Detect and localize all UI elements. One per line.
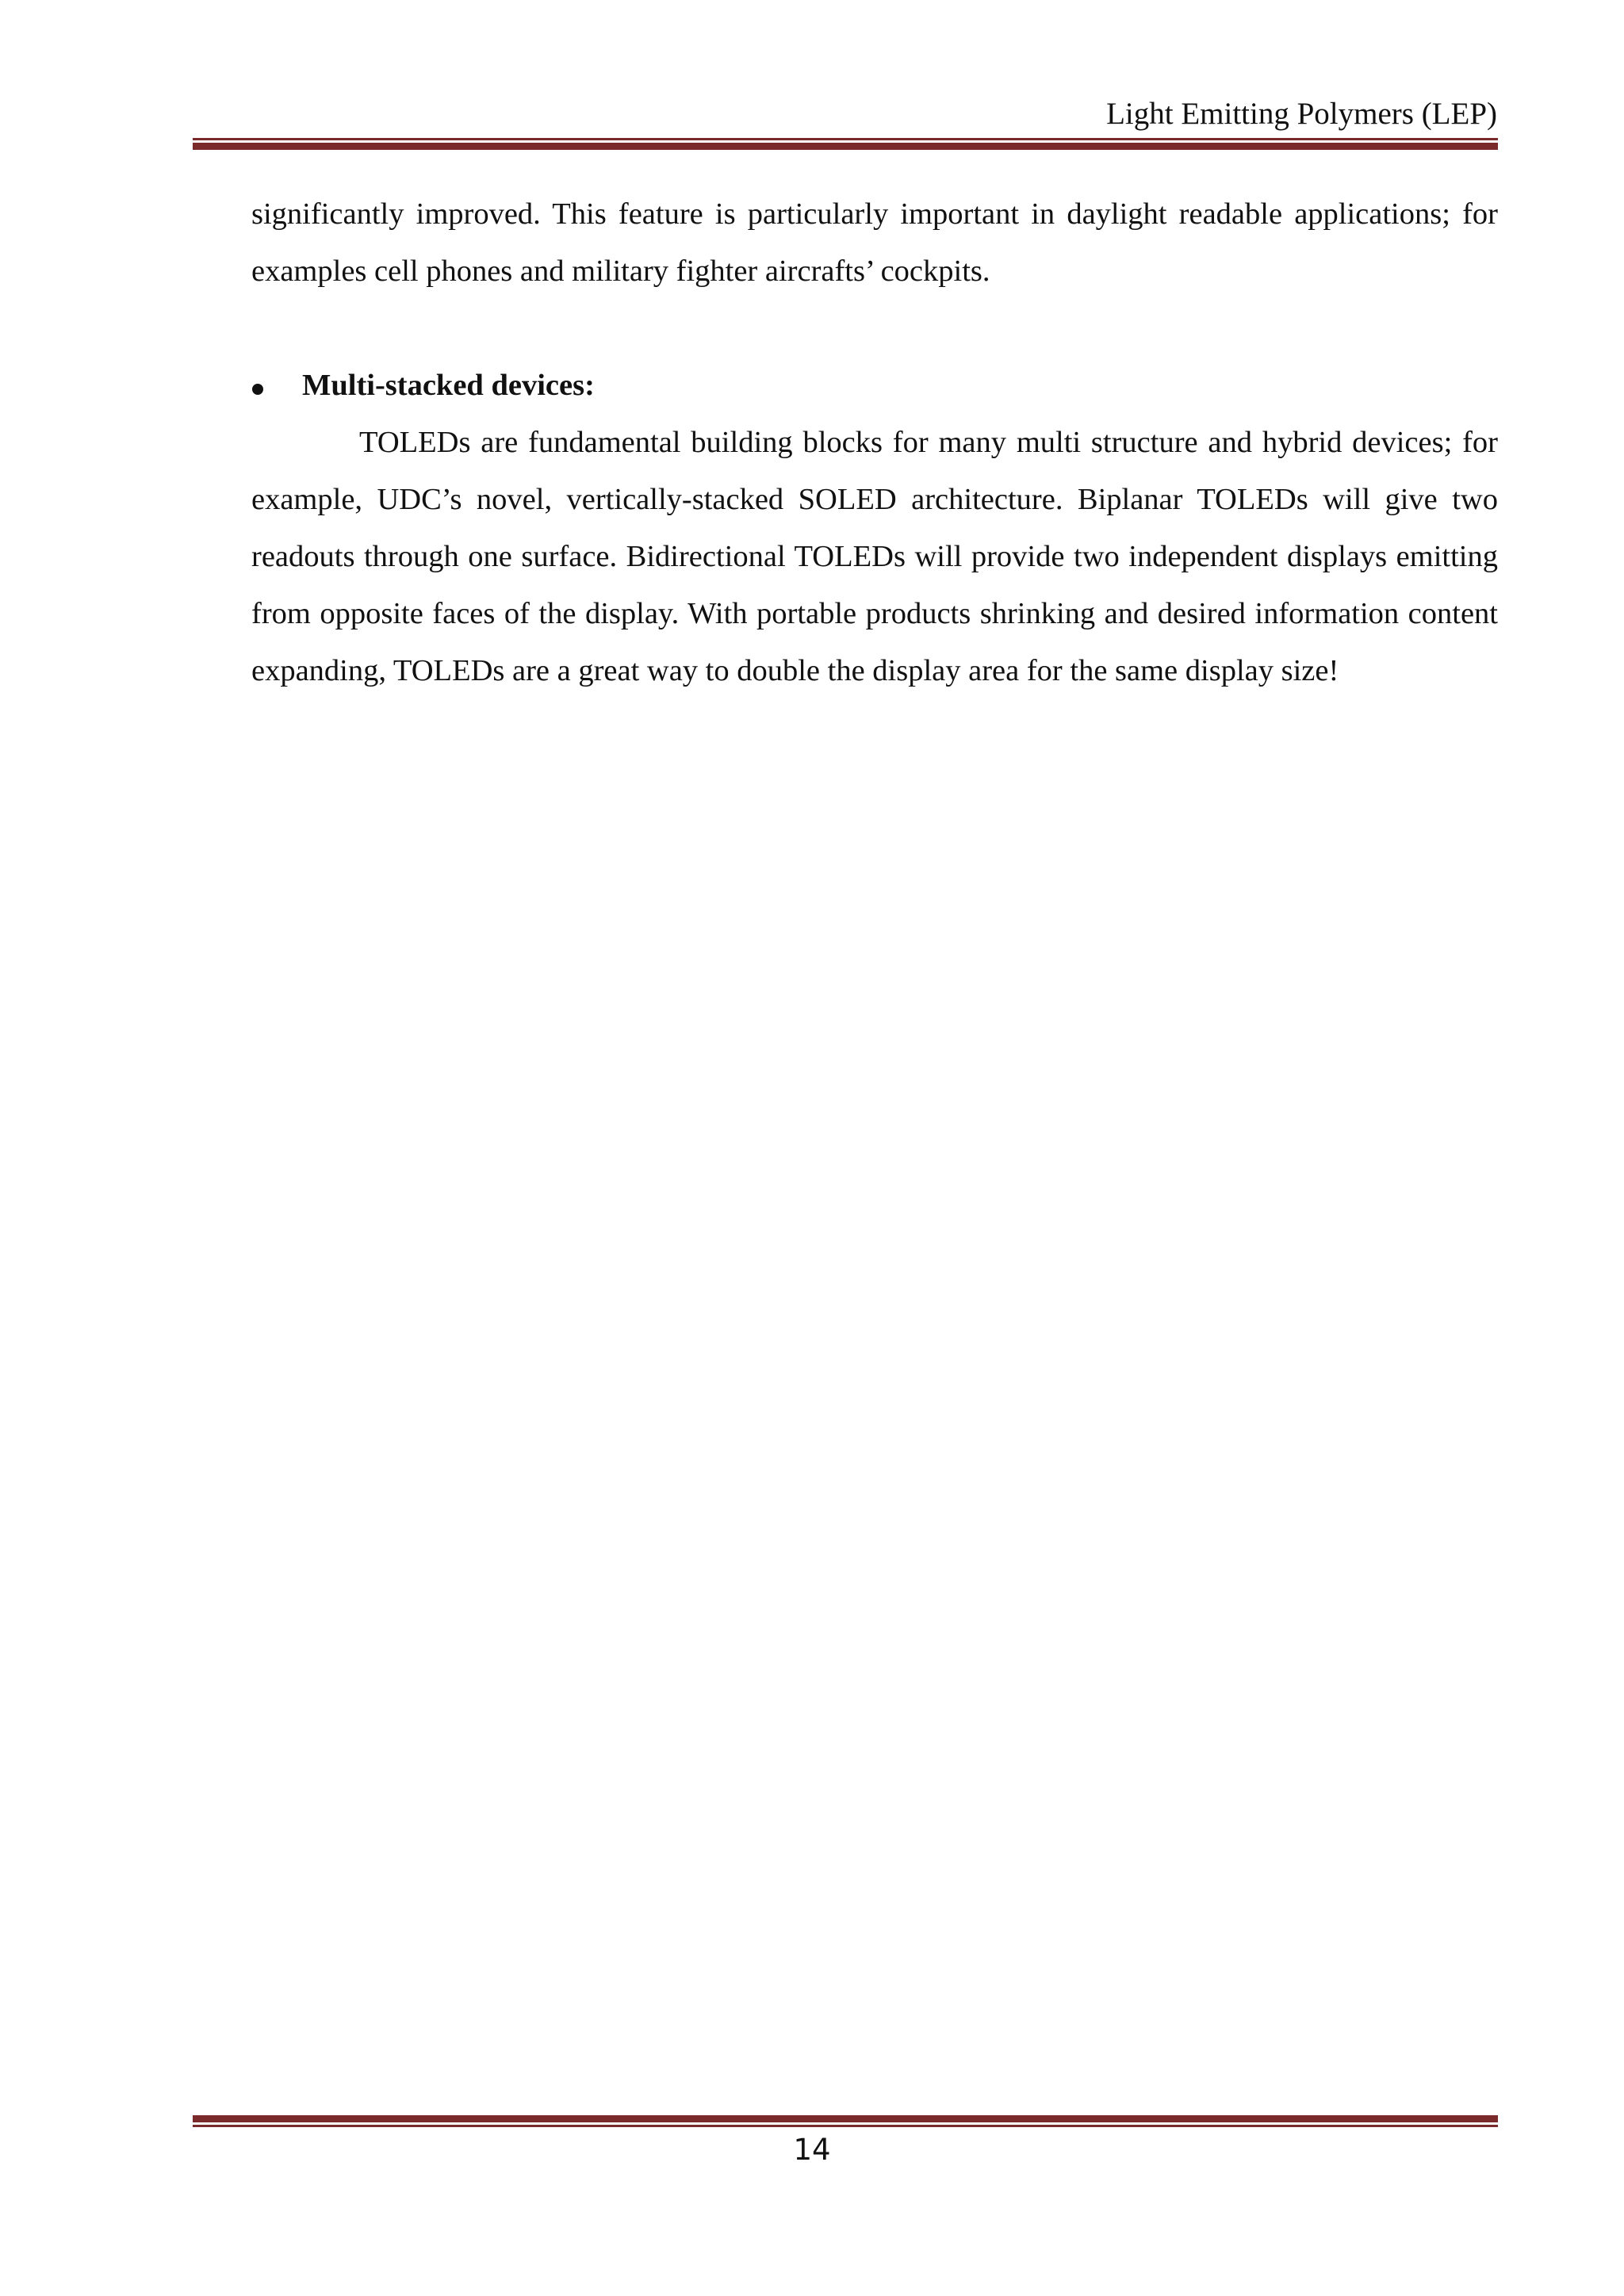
section-heading: Multi-stacked devices:	[302, 369, 595, 402]
running-header-title: Light Emitting Polymers (LEP)	[1106, 97, 1497, 131]
section-paragraph-text: TOLEDs are fundamental building blocks for many multi structure and hybrid devices; for example, UDC’s novel, vertically-stacked SOLED architecture. Biplanar TOLEDs will give two readouts through one surface. Bidirectional TOLEDs will provide two independent displays emitting from opposite faces of the display. With portable products shrinking and desired information content expanding, TOLEDs are a great way to double the display area for the same display size!	[251, 426, 1498, 687]
section-paragraph	[251, 414, 1498, 699]
footer-rule	[193, 2115, 1498, 2127]
header-rule	[193, 138, 1498, 150]
continuation-paragraph	[251, 186, 1498, 300]
continuation-text: significantly improved. This feature is particularly important in daylight readable applications; for examples cell phones and military fighter aircrafts’ cockpits.	[251, 197, 1498, 288]
page-number: 14	[793, 2133, 831, 2167]
bullet-icon	[252, 384, 263, 395]
